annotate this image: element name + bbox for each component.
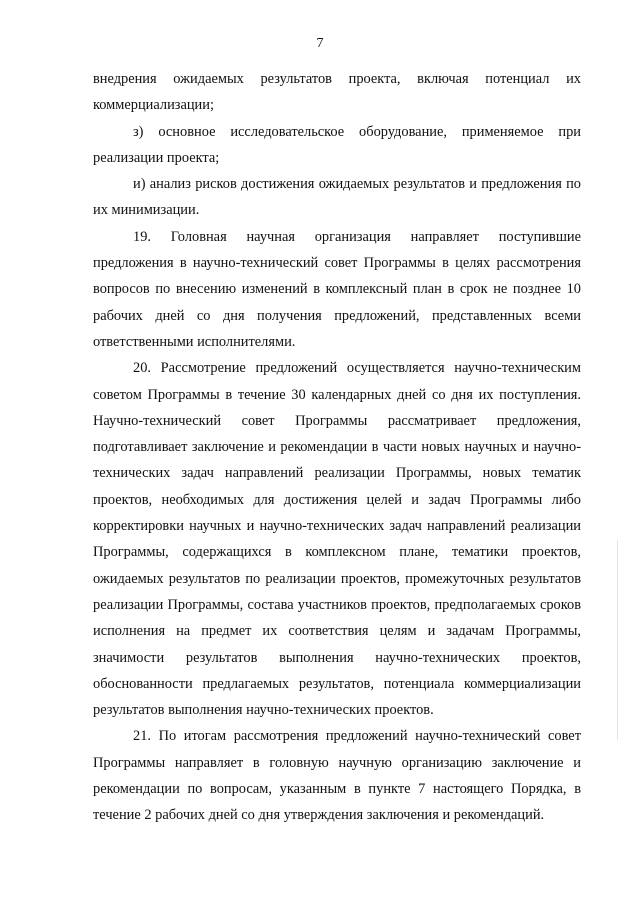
scan-artifact-line [617,540,618,740]
paragraph-21: 21. По итогам рассмотрения предложений научно-технический совет Программы направляет в головную научную организацию заключение и рекомендации по вопросам, указанным в пункте 7 настоящего Порядка, в течение 2 рабочих дней со дня утверждения заключения и рекомендаций. [93,728,581,824]
paragraph-continuation: внедрения ожидаемых результатов проекта, включая потенциал их коммерциализации; [93,71,581,114]
paragraph-20: 20. Рассмотрение предложений осуществляется научно-техническим советом Программы в течение 30 календарных дней со дня их поступления. Научно-технический совет Программы рассматривает предложения, подготавливает заключение и рекомендации в части новых научных и научно-технических задач направлений реализации Программы, новых тематик проектов, необходимых для достижения целей и задач Программы либо корректировки научных и научно-технических задач направлений реализации Программы, содержащихся в комплексном плане, тематики проектов, ожидаемых результатов по реализации проектов, промежуточных результатов реализации Программы, состава участников проектов, предполагаемых сроков исполнения на предмет их соответствия целям и задачам Программы, значимости результатов выполнения научно-технических проектов, обоснованности предлагаемых результатов, потенциала коммерциализации результатов выполнения научно-технических проектов. [93,360,581,719]
paragraph-item-i: и) анализ рисков достижения ожидаемых результатов и предложения по их минимизации. [93,176,581,219]
page-number: 7 [316,36,324,51]
document-body [93,66,581,829]
paragraph-19: 19. Головная научная организация направляет поступившие предложения в научно-технический совет Программы в целях рассмотрения вопросов по внесению изменений в комплексный план в срок не позднее 10 рабочих дней со дня получения предложений, представленных всеми ответственными исполнителями. [93,228,581,350]
paragraph-item-z: з) основное исследовательское оборудование, применяемое при реализации проекта; [93,123,581,166]
